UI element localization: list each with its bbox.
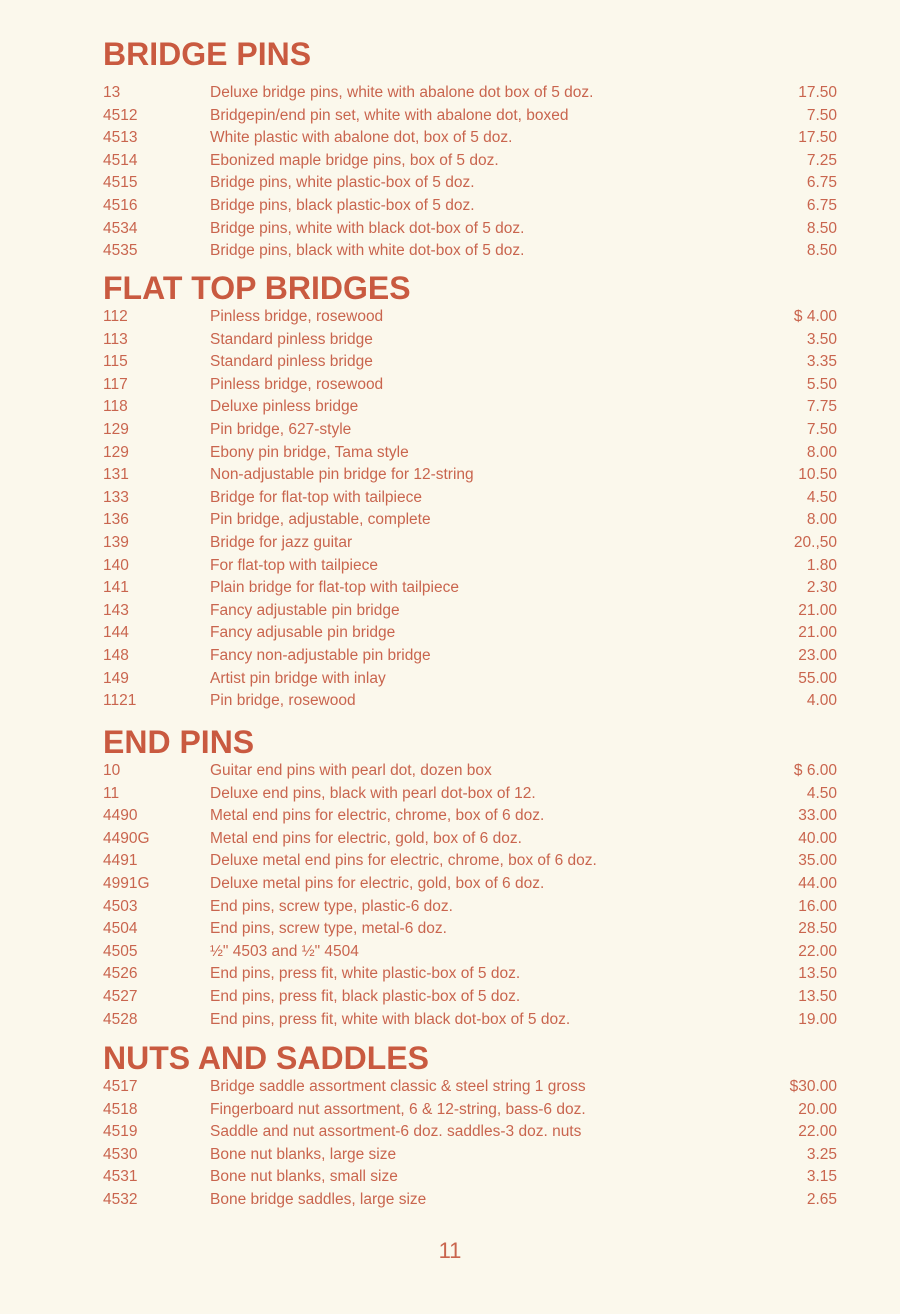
item-row [103, 105, 843, 128]
item-code: 140 [103, 556, 129, 574]
item-description: End pins, screw type, plastic-6 doz. [210, 897, 453, 915]
item-price: 20.00 [798, 1100, 837, 1118]
item-code: 112 [103, 308, 128, 325]
item-price: $ 6.00 [793, 762, 837, 779]
item-description: Non-adjustable pin bridge for 12-string [210, 466, 474, 484]
item-row [103, 896, 843, 919]
item-row [103, 419, 843, 442]
item-price: 44.00 [798, 874, 837, 892]
item-code: 133 [103, 488, 129, 506]
item-description: Pin bridge, adjustable, complete [210, 511, 431, 529]
item-row [103, 351, 843, 374]
item-description: Bridge saddle assortment classic & steel string 1 gross [210, 1078, 586, 1095]
item-description: Artist pin bridge with inlay [210, 669, 386, 687]
item-code: 4518 [103, 1100, 138, 1118]
item-code: 4516 [103, 196, 138, 214]
item-code: 139 [103, 533, 129, 551]
item-code: 4991G [103, 874, 150, 892]
item-row [103, 464, 843, 487]
item-code: 136 [103, 511, 129, 529]
item-code: 129 [103, 420, 129, 438]
item-price: 6.75 [806, 196, 837, 214]
item-description: Pinless bridge, rosewood [210, 308, 384, 325]
section-title: FLAT TOP BRIDGES [103, 270, 411, 306]
item-price: 35.00 [798, 852, 837, 870]
item-row [103, 555, 843, 578]
item-price: 21.00 [798, 624, 837, 642]
item-price: 4.50 [806, 784, 837, 802]
item-price: 17.50 [798, 84, 837, 101]
item-row [103, 1166, 843, 1189]
item-price: 21.00 [798, 601, 837, 619]
item-description: For flat-top with tailpiece [210, 556, 378, 574]
item-code: 4532 [103, 1190, 138, 1208]
item-description: Bridge for jazz guitar [210, 533, 353, 551]
item-row [103, 329, 843, 352]
item-row [103, 760, 843, 783]
item-description: Fancy adjusable pin bridge [210, 624, 396, 642]
item-code: 4534 [103, 219, 138, 237]
item-price: 33.00 [798, 807, 837, 825]
item-price: 6.75 [806, 174, 837, 192]
item-description: Saddle and nut assortment-6 doz. saddles-3 doz. nuts [210, 1123, 582, 1141]
item-row [103, 1099, 843, 1122]
item-code: 13 [103, 84, 121, 101]
item-row [103, 306, 843, 329]
item-row [103, 600, 843, 623]
item-code: 117 [103, 375, 128, 393]
item-price: 8.50 [806, 242, 837, 260]
item-price: 1.80 [806, 556, 837, 574]
section-bridge-pins [103, 36, 843, 263]
item-row [103, 577, 843, 600]
item-code: 141 [103, 579, 129, 597]
item-price: 3.25 [806, 1145, 837, 1163]
item-row [103, 396, 843, 419]
item-code: 118 [103, 398, 128, 416]
item-price: 13.50 [798, 987, 837, 1005]
item-row [103, 1121, 843, 1144]
item-description: Standard pinless bridge [210, 330, 373, 348]
item-description: Bridge pins, black with white dot-box of 5 doz. [210, 242, 525, 260]
item-description: End pins, press fit, black plastic-box of 5 doz. [210, 987, 521, 1005]
item-description: White plastic with abalone dot, box of 5 doz. [210, 129, 513, 147]
item-code: 4504 [103, 920, 138, 938]
item-row [103, 442, 843, 465]
item-price: 22.00 [798, 1123, 837, 1141]
item-description: Bridge pins, white with black dot-box of 5 doz. [210, 219, 525, 237]
item-description: ½" 4503 and ½" 4504 [210, 942, 359, 960]
item-code: 4513 [103, 129, 138, 147]
item-code: 4515 [103, 174, 138, 192]
item-code: 4490 [103, 807, 138, 825]
item-price: 17.50 [798, 129, 837, 147]
item-code: 11 [103, 784, 120, 802]
item-row [103, 805, 843, 828]
item-price: $ 4.00 [793, 308, 837, 325]
item-row [103, 986, 843, 1009]
item-price: 5.50 [806, 375, 837, 393]
item-price: 23.00 [798, 646, 837, 664]
item-description: Pin bridge, 627-style [210, 420, 352, 438]
item-row [103, 690, 843, 713]
item-row [103, 1009, 843, 1032]
item-description: Fancy adjustable pin bridge [210, 601, 400, 619]
section-flat-top-bridges [103, 270, 843, 713]
item-row [103, 82, 843, 105]
item-code: 4505 [103, 942, 138, 960]
item-description: Ebonized maple bridge pins, box of 5 doz. [210, 151, 499, 169]
item-code: 4535 [103, 242, 138, 260]
item-row [103, 873, 843, 896]
item-price: 20.,50 [793, 533, 837, 551]
item-price: 2.65 [806, 1190, 837, 1208]
item-price: 7.75 [806, 398, 837, 416]
item-description: Guitar end pins with pearl dot, dozen box [210, 762, 492, 779]
item-code: 131 [103, 466, 129, 484]
item-code: 4526 [103, 965, 138, 983]
item-description: Bone nut blanks, large size [210, 1145, 397, 1163]
item-description: Bridge pins, black plastic-box of 5 doz. [210, 196, 475, 214]
item-price: 19.00 [798, 1010, 837, 1028]
item-list [103, 760, 843, 1031]
item-code: 113 [103, 330, 128, 348]
item-description: End pins, screw type, metal-6 doz. [210, 920, 447, 938]
item-code: 4531 [103, 1168, 138, 1186]
item-description: Deluxe metal end pins for electric, chrome, box of 6 doz. [210, 852, 597, 870]
item-code: 148 [103, 646, 129, 664]
item-description: Bridgepin/end pin set, white with abalone dot, boxed [210, 106, 569, 124]
item-row [103, 941, 843, 964]
item-list [103, 306, 843, 713]
item-row [103, 218, 843, 241]
item-price: 3.15 [806, 1168, 837, 1186]
item-code: 10 [103, 762, 121, 779]
item-row [103, 963, 843, 986]
item-code: 4503 [103, 897, 138, 915]
item-code: 4519 [103, 1123, 138, 1141]
item-price: 8.50 [806, 219, 837, 237]
item-row [103, 532, 843, 555]
item-description: Fingerboard nut assortment, 6 & 12-string, bass-6 doz. [210, 1100, 586, 1118]
item-list [103, 82, 843, 263]
item-price: 55.00 [798, 669, 837, 687]
item-code: 4490G [103, 829, 150, 847]
item-code: 115 [103, 353, 128, 371]
section-title: BRIDGE PINS [103, 36, 312, 72]
item-code: 149 [103, 669, 129, 687]
item-description: Plain bridge for flat-top with tailpiece [210, 579, 459, 597]
item-row [103, 783, 843, 806]
section-nuts-and-saddles [103, 1040, 843, 1212]
item-price: 7.50 [806, 420, 837, 438]
item-code: 4491 [103, 852, 138, 870]
item-price: 4.50 [806, 488, 837, 506]
item-row [103, 918, 843, 941]
item-price: 8.00 [806, 443, 837, 461]
item-price: $30.00 [789, 1078, 837, 1095]
section-end-pins [103, 724, 843, 1031]
section-title: NUTS AND SADDLES [103, 1040, 429, 1076]
item-price: 4.00 [806, 692, 837, 710]
item-description: Deluxe pinless bridge [210, 398, 359, 416]
item-description: Bridge for flat-top with tailpiece [210, 488, 422, 506]
item-row [103, 374, 843, 397]
item-description: Metal end pins for electric, gold, box of 6 doz. [210, 829, 522, 847]
item-price: 22.00 [798, 942, 837, 960]
item-description: Pinless bridge, rosewood [210, 375, 384, 393]
item-price: 8.00 [806, 511, 837, 529]
item-row [103, 668, 843, 691]
item-row [103, 127, 843, 150]
item-code: 1121 [103, 692, 137, 710]
item-price: 40.00 [798, 829, 837, 847]
item-price: 10.50 [798, 466, 837, 484]
item-code: 4527 [103, 987, 138, 1005]
item-row [103, 150, 843, 173]
item-code: 4514 [103, 151, 138, 169]
item-row [103, 1189, 843, 1212]
item-row [103, 240, 843, 263]
page-number: 11 [438, 1238, 462, 1263]
item-code: 129 [103, 443, 129, 461]
item-price: 13.50 [798, 965, 837, 983]
item-row [103, 195, 843, 218]
item-description: End pins, press fit, white plastic-box of 5 doz. [210, 965, 521, 983]
item-row [103, 172, 843, 195]
item-price: 28.50 [798, 920, 837, 938]
item-price: 16.00 [798, 897, 837, 915]
item-description: Fancy non-adjustable pin bridge [210, 646, 431, 664]
item-description: Metal end pins for electric, chrome, box of 6 doz. [210, 807, 545, 825]
item-description: End pins, press fit, white with black dot-box of 5 doz. [210, 1010, 571, 1028]
item-price: 3.35 [806, 353, 837, 371]
item-price: 7.25 [806, 151, 837, 169]
item-description: Standard pinless bridge [210, 353, 373, 371]
item-description: Bridge pins, white plastic-box of 5 doz. [210, 174, 475, 192]
item-code: 4530 [103, 1145, 138, 1163]
item-code: 4517 [103, 1078, 138, 1095]
item-description: Deluxe metal pins for electric, gold, box of 6 doz. [210, 874, 545, 892]
item-code: 4512 [103, 106, 138, 124]
item-row [103, 828, 843, 851]
item-price: 2.30 [806, 579, 837, 597]
item-code: 144 [103, 624, 129, 642]
item-description: Deluxe end pins, black with pearl dot-box of 12. [210, 784, 536, 802]
section-title: END PINS [103, 724, 255, 760]
item-row [103, 1076, 843, 1099]
item-row [103, 1144, 843, 1167]
item-description: Deluxe bridge pins, white with abalone dot box of 5 doz. [210, 84, 594, 101]
item-row [103, 645, 843, 668]
item-code: 143 [103, 601, 129, 619]
item-code: 4528 [103, 1010, 138, 1028]
item-description: Bone bridge saddles, large size [210, 1190, 427, 1208]
item-price: 7.50 [806, 106, 837, 124]
item-row [103, 509, 843, 532]
item-row [103, 487, 843, 510]
item-description: Bone nut blanks, small size [210, 1168, 398, 1186]
item-row [103, 850, 843, 873]
item-description: Pin bridge, rosewood [210, 692, 356, 710]
item-price: 3.50 [806, 330, 837, 348]
item-list [103, 1076, 843, 1212]
item-description: Ebony pin bridge, Tama style [210, 443, 409, 461]
item-row [103, 622, 843, 645]
